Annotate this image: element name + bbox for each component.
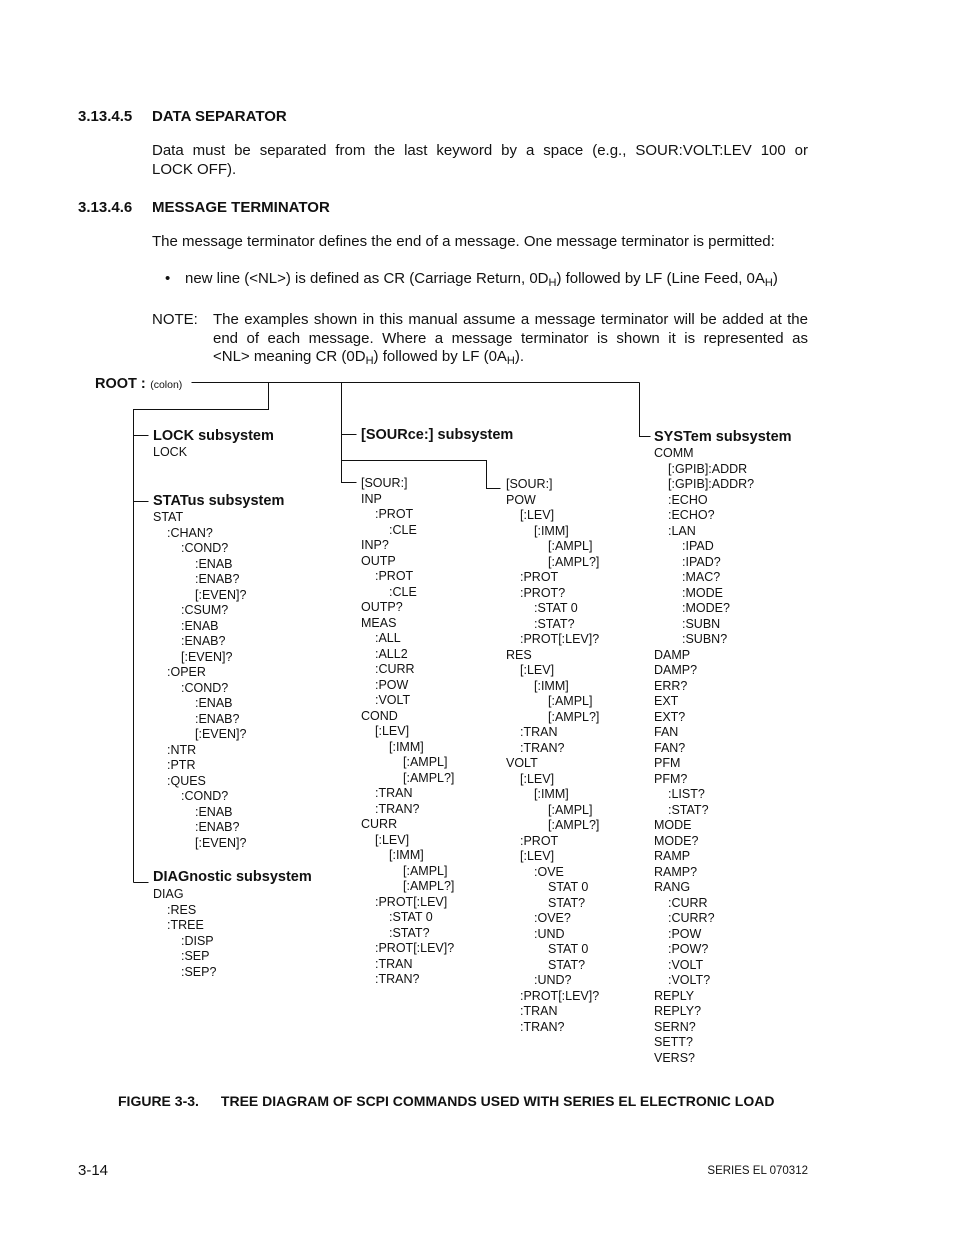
command-node: :VOLT — [375, 693, 411, 707]
command-node: :OPER — [167, 665, 206, 679]
command-node: [SOUR:] — [361, 476, 408, 490]
command-node: :COND? — [181, 541, 229, 555]
command-node: :CSUM? — [181, 603, 229, 617]
bullet-subscript-2: H — [764, 277, 773, 289]
command-node: :SUBN — [682, 616, 721, 631]
tree-root — [95, 375, 182, 393]
root-note: (colon) — [150, 379, 183, 391]
command-node: VERS? — [654, 1050, 695, 1065]
command-node: :CHAN? — [167, 525, 213, 540]
command-node: [:AMPL?] — [548, 818, 600, 832]
command-node: :TRAN? — [375, 972, 420, 986]
command-node: MODE — [654, 818, 692, 832]
command-node: :SEP — [181, 949, 210, 963]
command-node: :DISP — [181, 933, 214, 948]
data-separator-line-1: Data must be separated from the last keyword by a space (e.g., SOUR:VOLT:LEV 100 or — [152, 142, 808, 159]
command-node: :LIST? — [668, 787, 705, 801]
diag-subsystem-title: DIAGnostic subsystem — [153, 869, 312, 885]
command-node: :VOLT — [668, 957, 704, 972]
command-node: :TRAN? — [375, 801, 420, 816]
section-number-message-terminator: 3.13.4.6 — [78, 199, 133, 216]
command-node: [:LEV] — [520, 508, 555, 522]
lock-command-list — [153, 445, 187, 461]
note-line-3-b: ) followed by LF (0A — [373, 348, 507, 365]
source-command-list-2 — [506, 477, 599, 1035]
command-node: :RES — [167, 902, 197, 917]
command-node: :NTR — [167, 742, 197, 757]
command-node: REPLY? — [654, 1004, 702, 1018]
command-node: RAMP? — [654, 864, 698, 879]
command-node: :VOLT? — [668, 973, 711, 987]
command-node: CURR — [361, 817, 398, 831]
command-node: RES — [506, 647, 532, 662]
command-node: [:IMM] — [534, 678, 569, 693]
command-node: [:AMPL] — [403, 863, 448, 878]
command-node: :STAT 0 — [389, 910, 433, 924]
command-node: :TRAN? — [520, 1019, 565, 1034]
command-node: :CLE — [389, 584, 417, 599]
bullet-text-c: ) — [772, 270, 778, 287]
command-node: COMM — [654, 446, 694, 460]
command-node: [SOUR:] — [506, 477, 553, 491]
command-node: OUTP? — [361, 600, 403, 614]
command-node: :CURR — [375, 662, 415, 676]
section-title-data-separator: DATA SEPARATOR — [152, 108, 287, 125]
command-node: :PROT? — [520, 585, 566, 600]
page-number: 3-14 — [78, 1162, 109, 1179]
command-node: LOCK — [153, 445, 188, 459]
command-node: :MODE — [682, 585, 723, 600]
command-node: DAMP? — [654, 663, 698, 677]
lock-subsystem-title: LOCK subsystem — [153, 428, 274, 444]
bullet-text-b: ) followed by LF (Line Feed, 0A — [556, 270, 765, 287]
command-node: [:LEV] — [375, 724, 410, 738]
status-subsystem-title: STATus subsystem — [153, 493, 285, 509]
message-terminator-paragraph: The message terminator defines the end of a message. One message terminator is permitted: — [152, 233, 775, 250]
data-separator-line-2: LOCK OFF). — [152, 160, 237, 178]
note-line-2: end of each message. Where a message terminator is shown it is represented as — [213, 329, 808, 347]
command-node: PFM? — [654, 771, 688, 786]
command-node: [:LEV] — [520, 771, 555, 786]
command-node: EXT — [654, 694, 679, 708]
figure-title: TREE DIAGRAM OF SCPI COMMANDS USED WITH SERIES EL ELECTRONIC LOAD — [220, 1093, 775, 1109]
command-node: :QUES — [167, 773, 206, 788]
command-node: SERN? — [654, 1019, 696, 1034]
command-node: DIAG — [153, 887, 184, 901]
command-node: :TRAN — [520, 725, 558, 739]
source-command-list-1 — [361, 476, 454, 988]
command-node: :ECHO? — [668, 508, 715, 522]
command-node: :SEP? — [181, 964, 217, 979]
command-node: :PROT — [520, 833, 559, 848]
command-node: [:EVEN]? — [195, 835, 247, 850]
command-node: :ENAB? — [195, 572, 240, 586]
command-node: [:AMPL?] — [548, 709, 600, 724]
command-node: :ECHO — [668, 492, 708, 507]
command-node: :POW? — [668, 942, 709, 956]
command-node: :ENAB? — [195, 820, 240, 834]
command-node: [:AMPL?] — [403, 879, 455, 893]
command-node: [:LEV] — [375, 832, 410, 847]
note-line-3-c: ). — [514, 348, 525, 365]
command-node: INP? — [361, 538, 389, 552]
note-subscript-2: H — [506, 355, 515, 367]
system-command-list — [654, 446, 754, 1066]
command-node: :MODE? — [682, 601, 730, 615]
command-node: [:AMPL?] — [403, 770, 455, 785]
command-node: VOLT — [506, 756, 538, 770]
command-node: STAT 0 — [548, 880, 589, 894]
command-node: COND — [361, 708, 398, 723]
command-node: :PROT[:LEV]? — [520, 632, 600, 646]
command-node: ERR? — [654, 678, 688, 693]
command-node: REPLY — [654, 988, 695, 1003]
command-node: [:LEV] — [520, 663, 555, 677]
section-title-message-terminator: MESSAGE TERMINATOR — [152, 199, 330, 216]
command-node: [:EVEN]? — [195, 727, 247, 741]
command-node: :PROT — [520, 570, 559, 584]
command-node: [:AMPL] — [548, 694, 593, 708]
command-node: :POW — [375, 677, 409, 692]
command-node: :TRAN — [375, 956, 413, 971]
command-node: POW — [506, 492, 536, 507]
command-node: FAN? — [654, 740, 686, 755]
command-node: RAMP — [654, 849, 691, 863]
command-node: :TRAN — [520, 1004, 558, 1018]
bullet-subscript-1: H — [548, 277, 557, 289]
command-node: :TRAN? — [520, 740, 565, 755]
command-node: STAT? — [548, 895, 586, 910]
command-node: [:IMM] — [389, 739, 424, 754]
connector-system-drop — [640, 383, 651, 437]
figure-caption — [118, 1093, 774, 1109]
diag-command-list — [153, 887, 216, 980]
command-node: :STAT 0 — [534, 601, 578, 615]
note-line-3-a: <NL> meaning CR (0D — [213, 348, 366, 365]
bullet-mark: • — [165, 270, 171, 287]
command-node: :ALL — [375, 631, 401, 645]
command-node: :STAT? — [668, 802, 709, 817]
command-node: INP — [361, 491, 382, 506]
command-node: [:LEV] — [520, 849, 555, 863]
command-node: :PROT[:LEV] — [375, 894, 448, 909]
command-node: :PROT — [375, 507, 414, 521]
command-node: [:EVEN]? — [195, 587, 247, 602]
command-node: :TRAN — [375, 786, 413, 800]
command-node: :ALL2 — [375, 646, 408, 661]
command-node: :PROT — [375, 569, 414, 583]
command-node: PFM — [654, 756, 681, 770]
command-node: :CLE — [389, 522, 417, 537]
command-node: MODE? — [654, 833, 699, 848]
command-node: MEAS — [361, 615, 397, 630]
command-node: EXT? — [654, 709, 686, 724]
command-node: :CURR? — [668, 911, 715, 925]
command-node: :CURR — [668, 895, 708, 910]
command-node: :STAT? — [534, 616, 575, 631]
command-node: :UND — [534, 926, 565, 941]
command-node: [:GPIB]:ADDR — [668, 461, 748, 476]
root-label: ROOT : — [95, 376, 146, 392]
command-node: [:AMPL?] — [548, 554, 600, 569]
command-node: :IPAD — [682, 539, 714, 553]
command-node: :POW — [668, 926, 702, 941]
command-node: :UND? — [534, 973, 572, 987]
figure-label: FIGURE 3-3. — [118, 1093, 199, 1109]
bullet-text-a: new line (<NL>) is defined as CR (Carriage Return, 0D — [185, 270, 549, 287]
command-node: [:IMM] — [389, 848, 424, 862]
status-command-list — [153, 510, 246, 851]
note-label: NOTE: — [152, 311, 198, 328]
command-node: :SUBN? — [682, 632, 728, 646]
command-node: :ENAB? — [181, 634, 226, 648]
command-node: FAN — [654, 725, 679, 739]
command-node: [:IMM] — [534, 787, 569, 801]
command-node: :ENAB — [195, 556, 233, 571]
document-id: SERIES EL 070312 — [707, 1165, 808, 1177]
command-node: :LAN — [668, 523, 696, 538]
note-line-1: The examples shown in this manual assume a message terminator will be added at the — [213, 311, 808, 328]
command-node: :ENAB? — [195, 711, 240, 726]
command-node: STAT? — [548, 957, 586, 972]
command-node: :PROT[:LEV]? — [520, 988, 600, 1003]
note-subscript-1: H — [365, 355, 374, 367]
command-node: :PTR — [167, 758, 196, 772]
command-node: [:EVEN]? — [181, 649, 233, 664]
command-node: :OVE — [534, 864, 564, 879]
command-node: [:AMPL] — [548, 539, 593, 553]
command-node: :MAC? — [682, 570, 721, 584]
command-node: :COND? — [181, 680, 229, 695]
command-node: OUTP — [361, 553, 396, 568]
command-node: RANG — [654, 880, 691, 894]
command-node: [:IMM] — [534, 523, 569, 538]
command-node: :COND? — [181, 789, 229, 803]
system-subsystem-title: SYSTem subsystem — [654, 429, 792, 445]
command-node: :OVE? — [534, 911, 571, 925]
command-node: SETT? — [654, 1035, 693, 1049]
command-node: [:GPIB]:ADDR? — [668, 477, 755, 491]
connector-source-drop — [342, 383, 357, 483]
command-node: :ENAB — [195, 804, 233, 819]
command-node: :ENAB — [195, 696, 233, 710]
section-number-data-separator: 3.13.4.5 — [78, 108, 133, 125]
command-node: :TREE — [167, 918, 204, 932]
command-node: :ENAB — [181, 618, 219, 633]
command-node: :PROT[:LEV]? — [375, 941, 455, 955]
source-subsystem-title: [SOURce:] subsystem — [361, 427, 514, 443]
command-node: STAT 0 — [548, 942, 589, 956]
command-node: STAT — [153, 510, 184, 524]
command-node: [:AMPL] — [403, 755, 448, 769]
command-node: [:AMPL] — [548, 802, 593, 817]
command-node: :IPAD? — [682, 554, 721, 569]
command-node: DAMP — [654, 647, 691, 662]
command-node: :STAT? — [389, 925, 430, 940]
